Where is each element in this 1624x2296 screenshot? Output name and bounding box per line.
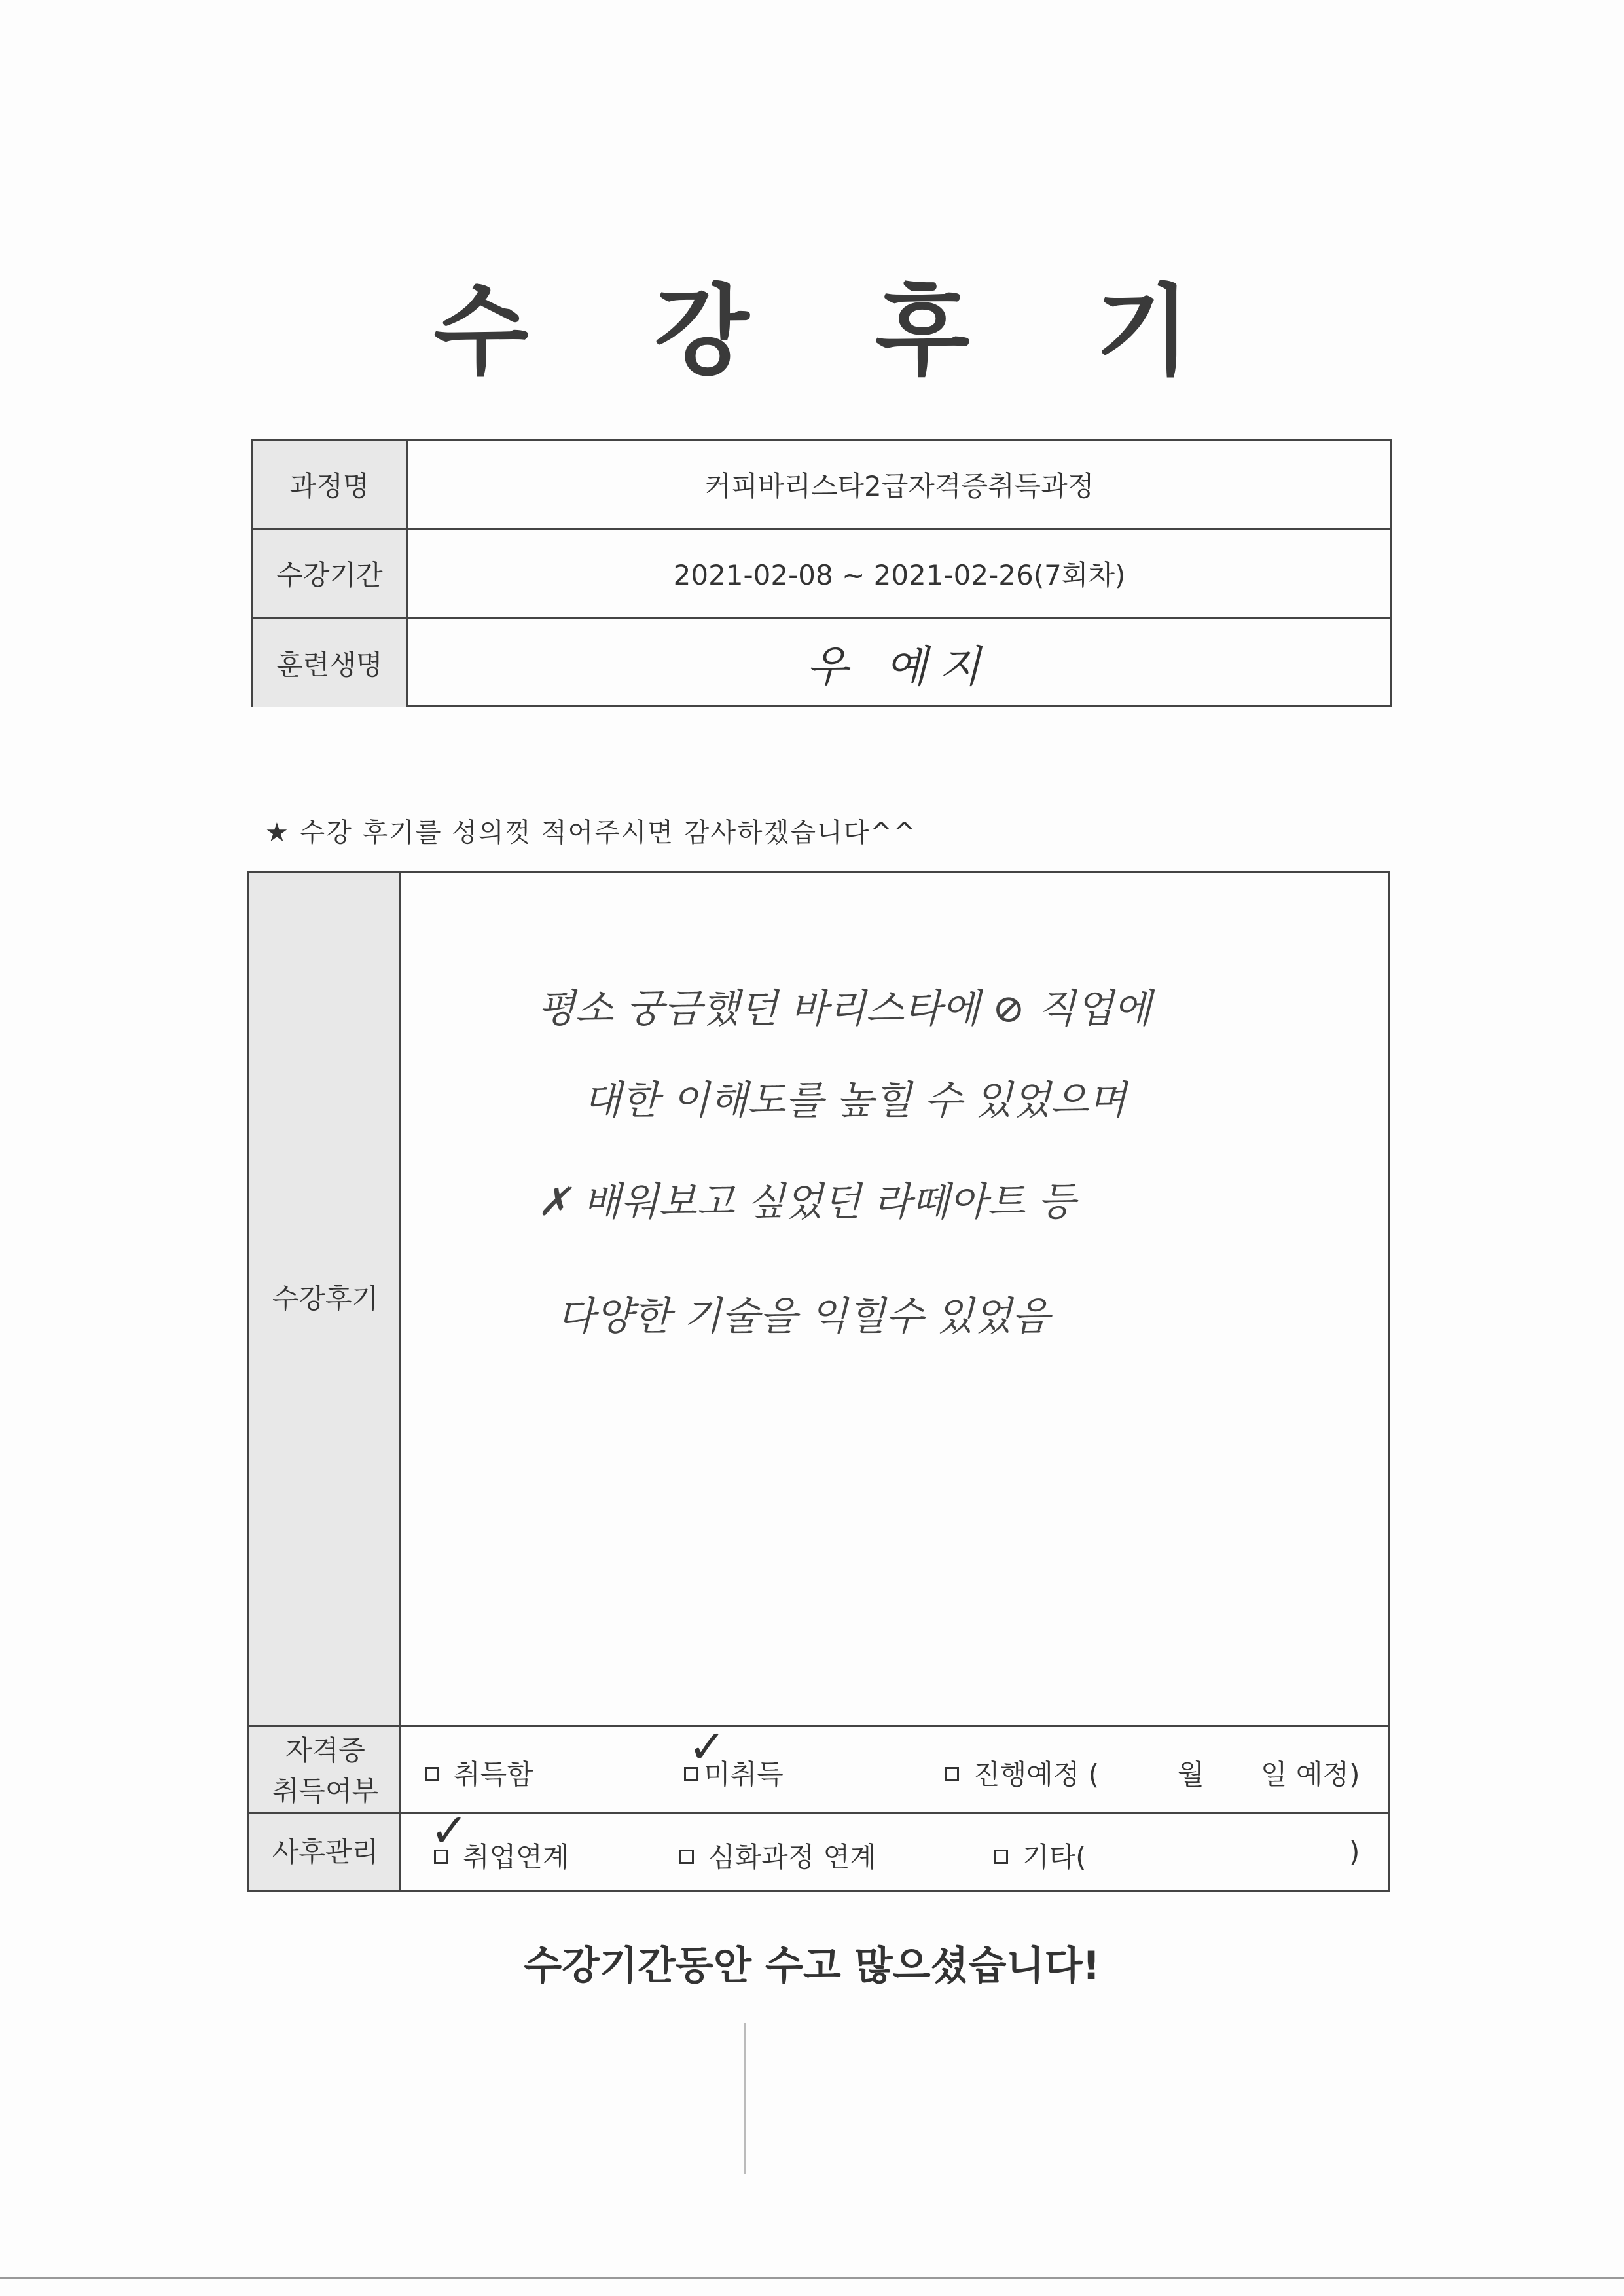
trainee-label: 훈련생명: [253, 619, 408, 707]
cert-day: 일 예정): [1261, 1758, 1360, 1791]
scan-artifact: [0, 2277, 1624, 2279]
aftercare-other-close: ): [1349, 1836, 1360, 1868]
aftercare-option-job[interactable]: 취업연계: [434, 1836, 569, 1875]
aftercare-option-other[interactable]: 기타(: [994, 1836, 1087, 1875]
course-info-table: [251, 439, 1392, 707]
check-mark-icon: ✓: [430, 1804, 469, 1857]
aftercare-option-advanced[interactable]: 심화과정 연계: [679, 1836, 876, 1875]
instruction-note: ★ 수강 후기를 성의껏 적어주시면 감사하겠습니다^^: [265, 818, 917, 848]
checkbox-icon[interactable]: [994, 1850, 1008, 1864]
period-row: [253, 530, 1390, 619]
review-label: 수강후기: [272, 1283, 379, 1315]
course-label: 과정명: [253, 441, 408, 528]
period-value: 2021-02-08 ~ 2021-02-26(7회차): [673, 558, 1126, 591]
cert-month: 월: [1178, 1758, 1204, 1791]
check-mark-icon: ✓: [688, 1720, 727, 1774]
review-line-3: ✗ 배워보고 싶었던 라떼아트 등: [537, 1179, 1076, 1225]
trainee-name-handwritten: 우 예지: [806, 642, 993, 692]
period-label: 수강기간: [253, 530, 408, 617]
review-line-1: 평소 궁금했던 바리스타에 ⊘ 직업에: [537, 986, 1152, 1032]
cert-option-obtained[interactable]: 취득함: [425, 1753, 533, 1793]
divider: [249, 1812, 1388, 1814]
course-value: 커피바리스타2급자격증취득과정: [704, 469, 1094, 502]
closing-message: 수강기간동안 수고 많으셨습니다!: [524, 1943, 1100, 1989]
page-title: 수 강 후 기: [433, 275, 1236, 389]
review-line-4: 다양한 기술을 익힐수 있었음: [557, 1294, 1050, 1339]
review-line-2: 대한 이해도를 높힐 수 있었으며: [583, 1078, 1127, 1123]
cert-label-line1: 자격증: [285, 1734, 365, 1766]
aftercare-label: 사후관리: [272, 1836, 379, 1868]
cert-option-not-obtained[interactable]: 미취득: [684, 1753, 784, 1793]
trainee-row: [253, 619, 1390, 707]
cert-label-line2: 취득여부: [272, 1775, 379, 1807]
checkbox-icon[interactable]: [679, 1850, 694, 1864]
checkbox-icon[interactable]: [425, 1767, 439, 1781]
review-table: [247, 871, 1390, 1892]
checkbox-icon[interactable]: [945, 1767, 959, 1781]
cert-option-planned[interactable]: 진행예정 (: [945, 1753, 1099, 1793]
course-row: [253, 441, 1390, 530]
scan-artifact: [744, 2023, 746, 2174]
divider: [249, 1725, 1388, 1727]
